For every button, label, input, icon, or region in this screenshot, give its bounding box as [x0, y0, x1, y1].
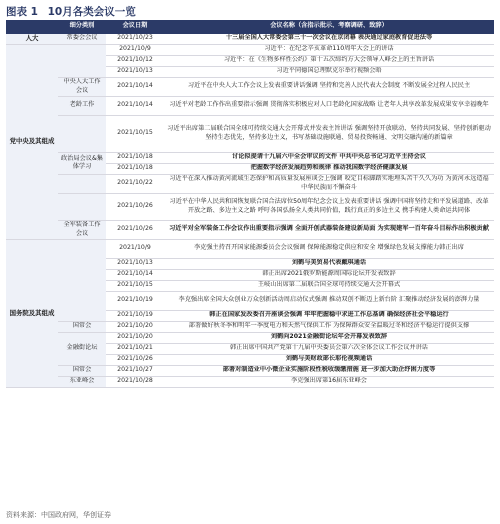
header-cell-date: 会议日期 — [106, 20, 164, 33]
meeting-cell: 习近平同德国总理默克尔举行视频会晤 — [164, 66, 494, 77]
figure-label: 图表 1 — [6, 6, 38, 18]
date-cell: 2021/10/14 — [106, 269, 164, 280]
table-row — [6, 33, 494, 44]
header-cell-group — [6, 20, 58, 33]
category-cell: 常委会会议 — [58, 33, 106, 44]
date-cell: 2021/10/22 — [106, 174, 164, 193]
date-cell: 2021/10/21 — [106, 343, 164, 354]
meeting-table — [6, 20, 494, 388]
meeting-cell: 十三届全国人大常委会第三十一次会议在京闭幕 表决通过家庭教育促进法等 — [164, 33, 494, 44]
meeting-cell: 刘鹤与美财政部长耶伦视频通话 — [164, 354, 494, 365]
category-cell: 国常会 — [58, 365, 106, 376]
meeting-cell: 韩正在国家发改委召开座谈会强调 牢牢把握稳中求进工作总基调 确保经济社会平稳运行 — [164, 310, 494, 321]
meeting-cell: 王岐山出席第二届联合国全球可持续交通大会开幕式 — [164, 280, 494, 291]
meeting-cell: 韩正出席2021俄罗斯能源周国际论坛开发表致辞 — [164, 269, 494, 280]
category-cell: 全军装备工作会议 — [58, 220, 106, 239]
date-cell: 2021/10/15 — [106, 280, 164, 291]
table-row — [6, 220, 494, 239]
meeting-cell: 李克强出席全国大众创业万众创新活动周启动仪式强调 推动双创不断迈上新台阶 汇聚推动经济发展的澎湃力量 — [164, 291, 494, 310]
date-cell: 2021/10/20 — [106, 321, 164, 332]
date-cell: 2021/10/12 — [106, 55, 164, 66]
date-cell: 2021/10/20 — [106, 332, 164, 343]
table-header-row — [6, 20, 494, 33]
category-cell — [58, 193, 106, 220]
meeting-cell: 讨论拟提请十九届六中全会审议的文件 中共中央总书记习近平主持会议 — [164, 152, 494, 163]
group-cell: 人大 — [6, 33, 58, 44]
date-cell: 2021/10/26 — [106, 354, 164, 365]
meeting-cell: 习近平在深入推动黄河流域生态保护和高质量发展座谈会上强调 咬定目标脚踏实地埋头苦干久久为功 为黄河永远造福中华民族而不懈奋斗 — [164, 174, 494, 193]
date-cell: 2021/10/13 — [106, 66, 164, 77]
table-row — [6, 321, 494, 332]
group-cell: 党中央及其组成 — [6, 44, 58, 239]
meeting-cell: 部署做好秋冬季和明年一季度电力和天然气保供工作 为保障群众安全温暖过冬和经济平稳运行提供支撑 — [164, 321, 494, 332]
date-cell: 2021/10/26 — [106, 220, 164, 239]
date-cell: 2021/10/27 — [106, 365, 164, 376]
category-cell — [58, 115, 106, 152]
header-cell-name: 会议名称（含指示批示、考察调研、致辞） — [164, 20, 494, 33]
category-cell — [58, 44, 106, 77]
meeting-cell: 韩正出席中国共产党第十九届中央委员会第六次全体会议工作会议并讲话 — [164, 343, 494, 354]
date-cell: 2021/10/19 — [106, 310, 164, 321]
table-row — [6, 115, 494, 152]
meeting-cell: 部署对制造业中小微企业实施阶段性税收缓缴措施 进一步加大助企纾困力度等 — [164, 365, 494, 376]
date-cell: 2021/10/14 — [106, 77, 164, 96]
category-cell: 金融街论坛 — [58, 332, 106, 365]
date-cell: 2021/10/15 — [106, 115, 164, 152]
group-cell: 国务院及其组成 — [6, 239, 58, 387]
figure-title-text: 10月各类会议一览 — [47, 6, 136, 18]
category-cell: 国常会 — [58, 321, 106, 332]
category-cell — [58, 174, 106, 193]
header-cell-category: 细分类别 — [58, 20, 106, 33]
meeting-cell: 习近平：在《生物多样性公约》第十五次缔约方大会领导人峰会上的主旨讲话 — [164, 55, 494, 66]
date-cell: 2021/10/18 — [106, 152, 164, 163]
figure-title — [6, 4, 142, 18]
date-cell: 2021/10/14 — [106, 96, 164, 115]
date-cell: 2021/10/13 — [106, 258, 164, 269]
meeting-cell: 习近平对全军装备工作会议作出重要指示强调 全面开创武器装备建设新局面 为实现建军一百年奋斗目标作出积极贡献 — [164, 220, 494, 239]
meeting-cell: 习近平在中华人民共和国恢复联合国合法席位50周年纪念会议上发表重要讲话 强调中国将坚持走和平发展道路、改革开放之路、多边主义之路 呼吁各国弘扬全人类共同价值，践行真正的多边主义 携手构建人类命运共同体 — [164, 193, 494, 220]
table-row — [6, 365, 494, 376]
category-cell: 政治局会议&集体学习 — [58, 152, 106, 174]
table-row — [6, 193, 494, 220]
table-row — [6, 152, 494, 163]
date-cell: 2021/10/26 — [106, 193, 164, 220]
date-cell: 2021/10/23 — [106, 33, 164, 44]
category-cell: 中央人大工作会议 — [58, 77, 106, 96]
meeting-table-wrapper — [6, 20, 494, 388]
meeting-cell: 李克强主持召开国家能源委员会会议强调 保障能源稳定供应和安全 增强绿色发展支撑能力韩正出席 — [164, 239, 494, 258]
meeting-cell: 李克强出席第16届东亚峰会 — [164, 376, 494, 387]
date-cell: 2021/10/9 — [106, 44, 164, 55]
category-cell — [58, 239, 106, 321]
meeting-cell: 把握数字经济发展趋势和规律 推动我国数字经济健康发展 — [164, 163, 494, 174]
meeting-cell: 刘鹤与美贸易代表戴琪通话 — [164, 258, 494, 269]
meeting-cell: 习近平出席第二届联合国全球可持续交通大会开幕式并发表主旨讲话 强调坚持开放联动、坚持共同发展、坚持创新驱动 坚持生态优先，坚持多边主义，书写基础设施联通、贸易投资畅通、文明交融沟通的新篇章 — [164, 115, 494, 152]
date-cell: 2021/10/28 — [106, 376, 164, 387]
meeting-cell: 刘鹤向2021金融街论坛年会开幕发表致辞 — [164, 332, 494, 343]
date-cell: 2021/10/18 — [106, 163, 164, 174]
category-cell: 东亚峰会 — [58, 376, 106, 387]
table-row — [6, 44, 494, 55]
table-row — [6, 174, 494, 193]
table-row — [6, 239, 494, 258]
category-cell: 老龄工作 — [58, 96, 106, 115]
source-note: 资料来源：中国政府网，华创证券 — [6, 511, 111, 519]
meeting-cell: 习近平在中央人大工作会议上发表重要讲话强调 坚持和完善人民代表大会制度 不断发展全过程人民民主 — [164, 77, 494, 96]
table-row — [6, 332, 494, 343]
meeting-cell: 习近平对老龄工作作出重要指示强调 贯彻落实积极应对人口老龄化国家战略 让老年人共享改革发展成果安享幸福晚年 — [164, 96, 494, 115]
date-cell: 2021/10/9 — [106, 239, 164, 258]
table-row — [6, 376, 494, 387]
date-cell: 2021/10/19 — [106, 291, 164, 310]
meeting-cell: 习近平：在纪念辛亥革命110周年大会上的讲话 — [164, 44, 494, 55]
table-row — [6, 96, 494, 115]
table-row — [6, 77, 494, 96]
